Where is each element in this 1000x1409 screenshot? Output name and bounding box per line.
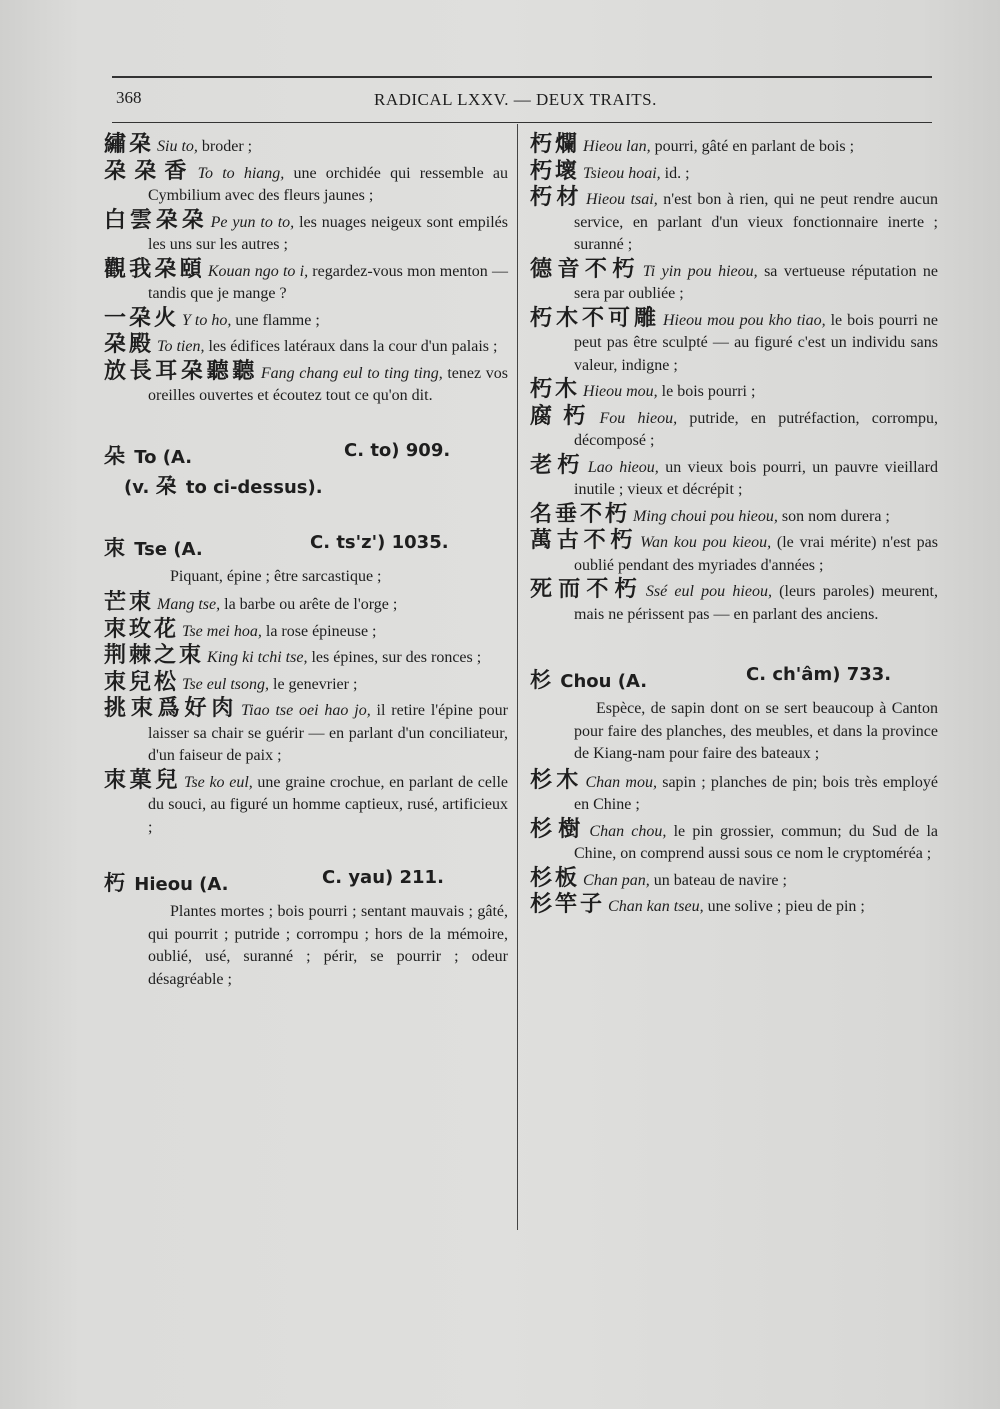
entry-list-tse bbox=[104, 592, 508, 839]
header-rule-top bbox=[112, 76, 932, 78]
column-divider bbox=[517, 124, 518, 1230]
entry-romanization: Chan kan tseu, bbox=[608, 898, 704, 915]
entry-characters: 杉板 bbox=[530, 865, 581, 891]
dictionary-entry bbox=[104, 645, 508, 670]
entry-romanization: Tiao tse oei hao jo, bbox=[241, 702, 371, 719]
dictionary-entry bbox=[104, 767, 508, 840]
entry-characters: 朽材 bbox=[530, 185, 583, 210]
entry-characters: 繡朶 bbox=[104, 132, 155, 157]
entry-romanization: Hieou lan, bbox=[583, 138, 651, 155]
heading-character: 朵 bbox=[104, 443, 125, 468]
entry-characters: 朿玫花 bbox=[104, 616, 180, 642]
entry-definition: le bois pourri ; bbox=[657, 383, 756, 400]
entry-characters: 死而不朽 bbox=[530, 577, 643, 602]
entry-definition: la barbe ou arête de l'orge ; bbox=[220, 596, 398, 613]
left-column bbox=[104, 134, 508, 995]
entry-definition: (leurs paroles) meurent, mais ne périssent pas — en parlant des anciens. bbox=[574, 583, 938, 623]
intro-tse: Piquant, épine ; être sarcastique ; bbox=[170, 567, 382, 585]
entry-characters: 朽壞 bbox=[530, 158, 581, 184]
dictionary-entry bbox=[104, 616, 508, 644]
entry-romanization: Tse eul tsong, bbox=[182, 675, 269, 693]
entry-definition: sa vertueuse réputation ne sera par oubliée ; bbox=[574, 262, 938, 302]
entry-romanization: Ming choui pou hieou, bbox=[633, 507, 778, 525]
entry-list-to bbox=[104, 134, 508, 408]
dictionary-entry bbox=[530, 256, 938, 306]
dictionary-entry bbox=[104, 669, 508, 697]
entry-characters: 朶朶香 bbox=[104, 158, 195, 184]
entry-definition: le bois pourri ne peut pas être sculpté — au figuré c'est un individu sans valeur, indigne ; bbox=[574, 311, 938, 374]
entry-romanization: Hieou mou, bbox=[583, 383, 658, 400]
heading-name: To (A. bbox=[134, 446, 193, 468]
entry-characters: 朽木不可雕 bbox=[530, 305, 660, 331]
entry-definition: broder ; bbox=[197, 138, 253, 155]
entry-characters: 朽爛 bbox=[530, 132, 581, 157]
entry-romanization: Chan mou, bbox=[585, 773, 657, 791]
entry-definition: n'est bon à rien, qui ne peut rendre aucun service, en parlant d'un vieux fonctionnaire inerte ; suranné ; bbox=[574, 191, 938, 253]
heading-hieou bbox=[104, 867, 508, 895]
entry-romanization: Lao hieou, bbox=[587, 458, 659, 476]
entry-definition: une graine crochue, en parlant de celle du souci, au figuré un homme captieux, rusé, artificieux ; bbox=[148, 773, 508, 836]
dictionary-entry bbox=[104, 256, 508, 306]
entry-romanization: Fang chang eul to ting ting, bbox=[260, 364, 443, 382]
entry-characters: 朶殿 bbox=[104, 332, 155, 357]
see-above-character: 朶 bbox=[155, 473, 177, 498]
entry-characters: 萬古不朽 bbox=[530, 528, 638, 553]
entry-definition: id. ; bbox=[660, 164, 690, 182]
see-above-note bbox=[124, 470, 508, 498]
entry-definition: son nom durera ; bbox=[777, 507, 890, 525]
dictionary-entry bbox=[104, 134, 508, 159]
entry-definition: un bateau de navire ; bbox=[649, 871, 787, 889]
entry-romanization: Tse ko eul, bbox=[184, 773, 253, 791]
entry-definition: pourri, gâté en parlant de bois ; bbox=[650, 138, 855, 155]
see-above-prefix: (v. bbox=[124, 476, 156, 498]
heading-cantonese: C. ch'âm) 733. bbox=[746, 664, 892, 685]
entry-definition: les édifices latéraux dans la cour d'un palais ; bbox=[204, 338, 498, 355]
entry-romanization: Pe yun to to, bbox=[210, 213, 295, 231]
entry-romanization: King ki tchi tse, bbox=[207, 649, 308, 666]
heading-name: Chou (A. bbox=[560, 671, 648, 692]
entry-characters: 白雲朶朶 bbox=[104, 207, 208, 233]
dictionary-entry bbox=[530, 816, 938, 866]
dictionary-entry bbox=[530, 134, 938, 159]
entry-characters: 杉樹 bbox=[530, 816, 587, 842]
dictionary-entry bbox=[104, 358, 508, 408]
entry-characters: 老朽 bbox=[530, 452, 585, 478]
dictionary-entry bbox=[530, 865, 938, 893]
entry-characters: 杉木 bbox=[530, 767, 583, 793]
entry-characters: 名垂不朽 bbox=[530, 501, 631, 527]
entry-definition: le pin grossier, commun; du Sud de la Chine, on comprend aussi sous ce nom le cryptoméréa ; bbox=[574, 822, 938, 862]
entry-romanization: Hieou mou pou kho tiao, bbox=[662, 311, 826, 329]
right-column bbox=[530, 134, 938, 921]
entry-romanization: Wan kou pou kieou, bbox=[640, 534, 772, 551]
entry-characters: 杉竿子 bbox=[530, 892, 606, 917]
dictionary-entry bbox=[530, 579, 938, 626]
entry-romanization: Chan chou, bbox=[589, 822, 667, 840]
header-rule-bottom bbox=[112, 122, 932, 123]
dictionary-entry bbox=[530, 767, 938, 817]
entry-romanization: Tse mei hoa, bbox=[182, 622, 262, 640]
entry-romanization: Mang tse, bbox=[157, 596, 221, 613]
heading-name: Tse (A. bbox=[134, 538, 203, 560]
dictionary-entry bbox=[530, 187, 938, 257]
dictionary-entry bbox=[530, 501, 938, 529]
entry-characters: 朽木 bbox=[530, 377, 581, 402]
entry-romanization: Siu to, bbox=[157, 138, 198, 155]
entry-romanization: To tien, bbox=[157, 338, 205, 355]
entry-romanization: Ssé eul pou hieou, bbox=[645, 583, 772, 600]
entry-definition: une flamme ; bbox=[231, 311, 320, 329]
heading-name: Hieou (A. bbox=[134, 874, 229, 895]
running-title: RADICAL LXXV. — DEUX TRAITS. bbox=[374, 90, 657, 109]
entry-definition: le genevrier ; bbox=[269, 675, 358, 693]
dictionary-entry bbox=[104, 305, 508, 333]
heading-to bbox=[104, 440, 508, 468]
entry-characters: 放長耳朶聽聽 bbox=[104, 358, 258, 384]
entry-romanization: To to hiang, bbox=[197, 164, 285, 182]
dictionary-entry bbox=[530, 158, 938, 186]
intro-hieou: Plantes mortes ; bois pourri ; sentant mauvais ; gâté, qui pourrit ; putride ; corrompu ; hors de la mémoire, oublié, usé, suranné ; périr, se pourrir ; odeur désagréable ; bbox=[148, 903, 508, 988]
heading-cantonese: C. yau) 211. bbox=[322, 867, 444, 888]
dictionary-entry bbox=[530, 530, 938, 577]
entry-definition: la rose épineuse ; bbox=[261, 622, 377, 640]
dictionary-entry bbox=[104, 334, 508, 359]
entry-characters: 荆棘之朿 bbox=[104, 643, 205, 668]
entry-characters: 朿兒松 bbox=[104, 669, 180, 695]
heading-character: 朽 bbox=[104, 871, 125, 895]
entry-definition: tenez vos oreilles ouvertes et écoutez tout ce qu'on dit. bbox=[148, 364, 508, 404]
entry-definition: regardez-vous mon menton — tandis que je mange ? bbox=[148, 262, 508, 302]
dictionary-entry bbox=[104, 698, 508, 768]
entry-characters: 朿菓兒 bbox=[104, 767, 182, 793]
dictionary-entry bbox=[104, 158, 508, 208]
entry-characters: 芒朿 bbox=[104, 590, 155, 615]
intro-chou: Espèce, de sapin dont on se sert beaucoup à Canton pour faire des planches, des meubles, et dans la province de Kiang-nam pour faire des bateaux ; bbox=[574, 700, 938, 762]
entry-characters: 觀我朶頤 bbox=[104, 256, 205, 282]
entry-definition: il retire l'épine pour laisser sa chair se guérir — en parlant d'un conciliateur, d'un faiseur de paix ; bbox=[148, 702, 508, 764]
heading-cantonese: C. ts'z') 1035. bbox=[310, 531, 449, 553]
entry-list-chou bbox=[530, 767, 938, 919]
entry-romanization: Ti yin pou hieou, bbox=[642, 262, 758, 280]
entry-definition: un vieux bois pourri, un pauvre vieillard inutile ; vieux et décrépit ; bbox=[574, 458, 938, 498]
see-above-suffix: to ci-dessus). bbox=[179, 476, 323, 498]
page-number: 368 bbox=[116, 88, 142, 107]
dictionary-entry bbox=[104, 207, 508, 257]
entry-definition: une orchidée qui ressemble au Cymbilium avec des fleurs jaunes ; bbox=[148, 164, 508, 204]
heading-cantonese: C. to) 909. bbox=[344, 439, 451, 461]
entry-definition: putride, en putréfaction, corrompu, décomposé ; bbox=[574, 409, 938, 449]
entry-definition: les épines, sur des ronces ; bbox=[307, 649, 482, 666]
entry-definition: les nuages neigeux sont empilés les uns sur les autres ; bbox=[148, 213, 508, 253]
heading-tse bbox=[104, 532, 508, 560]
entry-characters: 一朶火 bbox=[104, 305, 180, 331]
heading-character: 朿 bbox=[104, 535, 125, 560]
heading-character: 杉 bbox=[530, 668, 551, 692]
entry-definition: (le vrai mérite) n'est pas oublié pendant des myriades d'années ; bbox=[574, 534, 938, 574]
entry-definition: une solive ; pieu de pin ; bbox=[703, 898, 865, 915]
dictionary-entry bbox=[530, 379, 938, 404]
entry-romanization: Kouan ngo to i, bbox=[207, 262, 309, 280]
entry-romanization: Hieou tsai, bbox=[586, 191, 658, 208]
entry-romanization: Fou hieou, bbox=[599, 409, 678, 427]
dictionary-entry bbox=[530, 305, 938, 378]
dictionary-entry bbox=[530, 403, 938, 453]
entry-characters: 挑朿爲好肉 bbox=[104, 696, 239, 721]
entry-romanization: Tsieou hoai, bbox=[583, 164, 661, 182]
dictionary-entry bbox=[104, 592, 508, 617]
entry-characters: 德音不朽 bbox=[530, 256, 640, 282]
dictionary-entry bbox=[530, 894, 938, 919]
entry-romanization: Y to ho, bbox=[182, 311, 232, 329]
entry-definition: sapin ; planches de pin; bois très employé en Chine ; bbox=[574, 773, 938, 813]
heading-chou bbox=[530, 664, 938, 692]
dictionary-entry bbox=[530, 452, 938, 502]
entry-characters: 腐朽 bbox=[530, 403, 597, 429]
entry-romanization: Chan pan, bbox=[583, 871, 650, 889]
entry-list-hieou bbox=[530, 134, 938, 626]
